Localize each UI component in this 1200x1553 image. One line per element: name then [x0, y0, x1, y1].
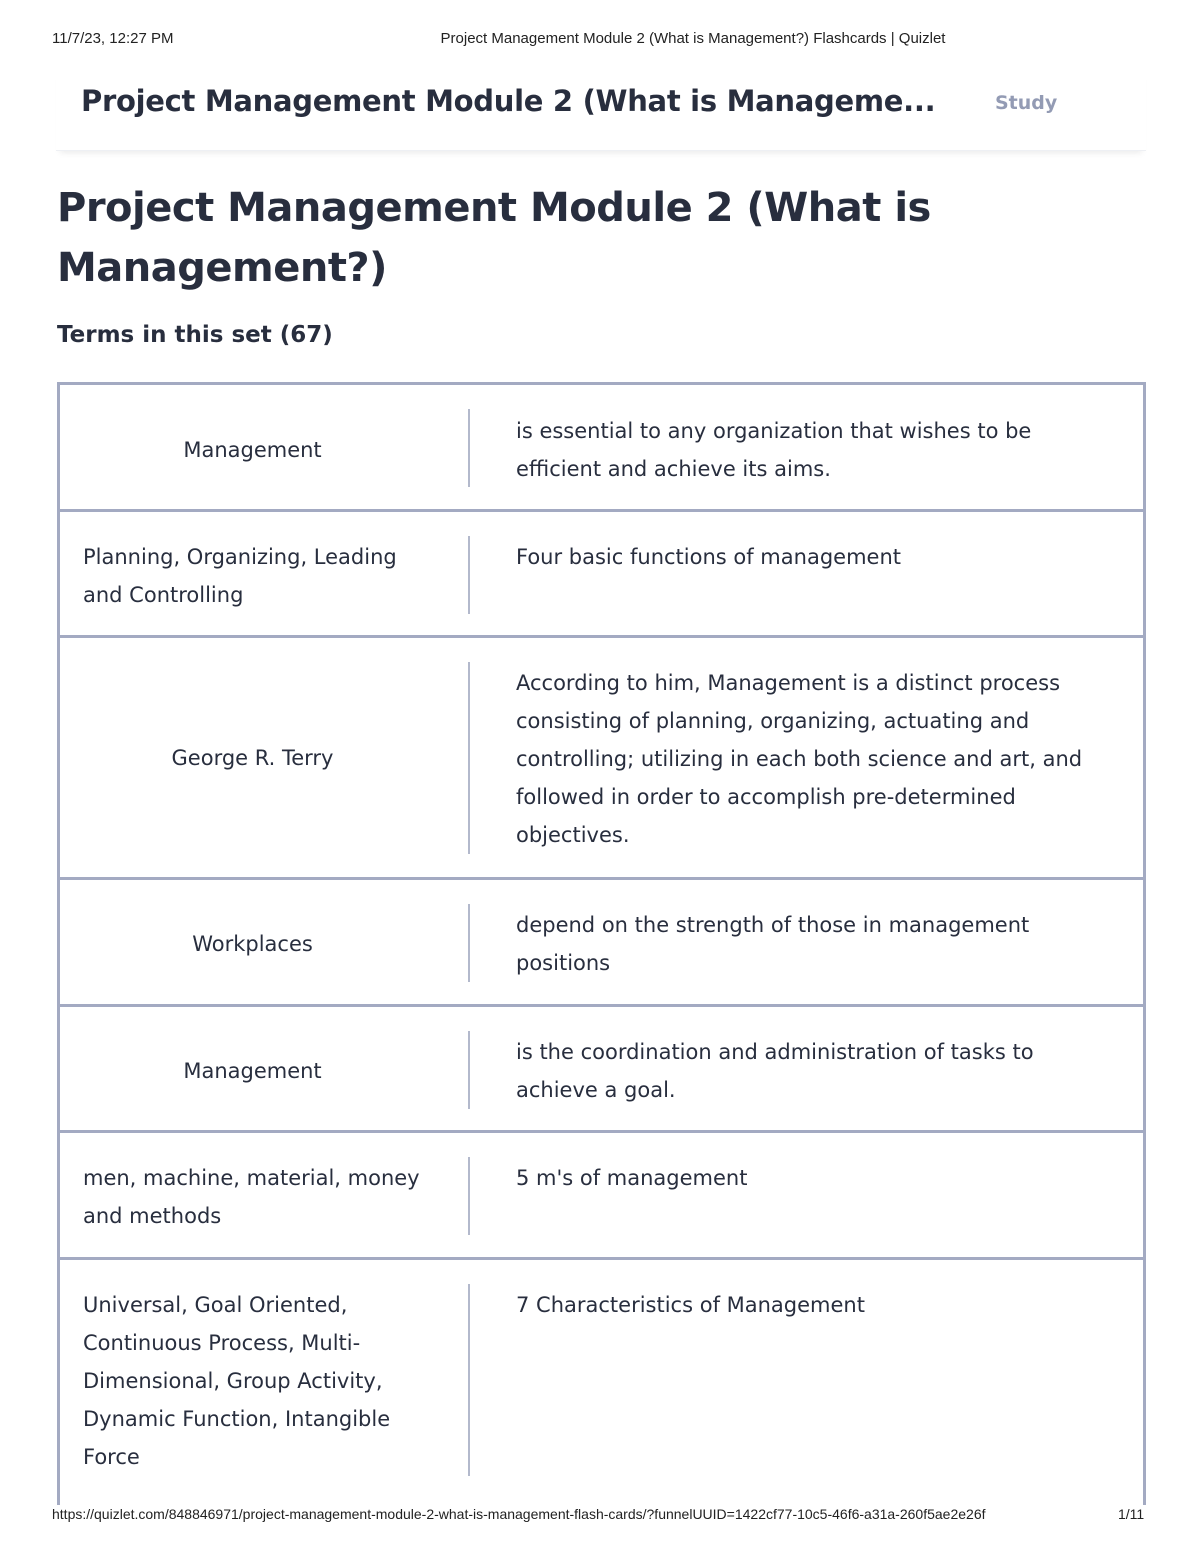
term-text: Workplaces: [192, 932, 313, 956]
term-row: [60, 512, 1143, 638]
term-row: [60, 1260, 1143, 1505]
row-divider: [468, 1157, 470, 1235]
term-row: [60, 638, 1143, 880]
row-divider: [468, 1284, 470, 1476]
row-divider: [468, 1031, 470, 1109]
term-text: Management: [183, 1059, 322, 1083]
term-text: George R. Terry: [171, 746, 334, 770]
definition-text: According to him, Management is a distinct process consisting of planning, organizing, actuating and controlling; utilizing in each both science and art, and followed in order to accomplish pre-determined objectives.: [516, 671, 1083, 847]
study-button[interactable]: Study: [995, 92, 1058, 114]
row-divider: [468, 409, 470, 487]
print-page-number: 1/11: [1118, 1506, 1145, 1522]
print-datetime: 11/7/23, 12:27 PM: [52, 30, 174, 47]
term-text: Planning, Organizing, Leading and Controlling: [83, 545, 397, 607]
term-row: [60, 880, 1143, 1007]
definition-text: is the coordination and administration of tasks to achieve a goal.: [516, 1040, 1034, 1102]
definition-text: 7 Characteristics of Management: [516, 1293, 865, 1317]
terms-count-heading: Terms in this set (67): [57, 322, 333, 348]
print-header: [0, 30, 1200, 50]
term-row: [60, 1133, 1143, 1260]
row-divider: [468, 904, 470, 982]
term-text: men, machine, material, money and methods: [83, 1166, 420, 1228]
term-row: [60, 385, 1143, 512]
term-text: Universal, Goal Oriented, Continuous Process, Multi-Dimensional, Group Activity, Dynamic Function, Intangible Force: [83, 1293, 391, 1469]
row-divider: [468, 662, 470, 854]
term-text: Management: [183, 438, 322, 462]
page-title: Project Management Module 2 (What is Management?): [57, 185, 931, 291]
print-document-title: Project Management Module 2 (What is Management?) Flashcards | Quizlet: [440, 30, 946, 47]
definition-text: Four basic functions of management: [516, 545, 901, 569]
sticky-header: [56, 70, 1146, 151]
definition-text: depend on the strength of those in management positions: [516, 913, 1030, 975]
header-set-title: Project Management Module 2 (What is Manageme...: [81, 84, 936, 118]
print-url: https://quizlet.com/848846971/project-management-module-2-what-is-management-flash-cards/?funnelUUID=1422cf77-10c5-46f6-a31a-260f5ae2e26f: [52, 1506, 986, 1522]
definition-text: 5 m's of management: [516, 1166, 748, 1190]
definition-text: is essential to any organization that wishes to be efficient and achieve its aims.: [516, 419, 1032, 481]
term-row: [60, 1007, 1143, 1133]
terms-table: [57, 382, 1146, 1505]
row-divider: [468, 536, 470, 614]
